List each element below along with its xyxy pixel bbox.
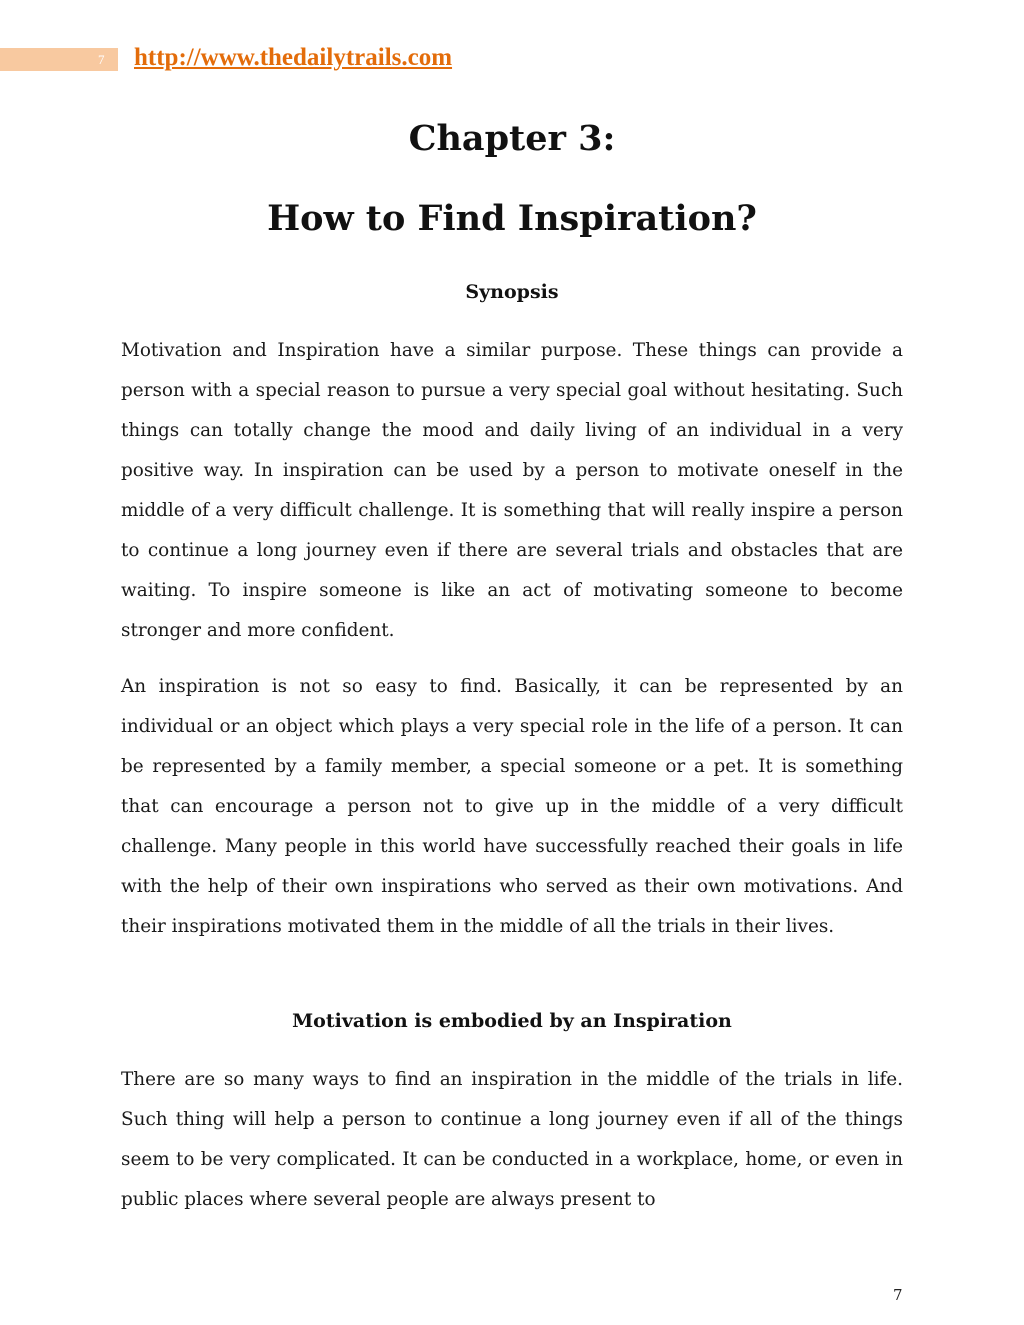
chapter-title: Chapter 3: (408, 118, 616, 159)
synopsis-heading: Synopsis (465, 281, 559, 303)
motivation-heading: Motivation is embodied by an Inspiration (292, 1010, 732, 1032)
chapter-subtitle: How to Find Inspiration? (267, 198, 757, 239)
website-link[interactable]: http://www.thedailytrails.com (134, 44, 453, 71)
synopsis-paragraph-1: Motivation and Inspiration have a similar purpose. These things can provide a person with a special reason to pursue a very special goal without hesitating. Such things can totally change the mood and daily living of an individual in a very positive way. In inspiration can be used by a person to motivate oneself in the middle of a very difficult challenge. It is something that will really inspire a person to continue a long journey even if there are several trials and obstacles that are waiting. To inspire someone is like an act of motivating someone to become stronger and more confident. (121, 340, 903, 641)
header-page-number: 7 (98, 52, 105, 67)
synopsis-paragraph-2: An inspiration is not so easy to find. Basically, it can be represented by an individual or an object which plays a very special role in the life of a person. It can be represented by a family member, a special someone or a pet. It is something that can encourage a person not to give up in the middle of a very difficult challenge. Many people in this world have successfully reached their goals in life with the help of their own inspirations who served as their own motivations. And their inspirations motivated them in the middle of all the trials in their lives. (121, 676, 903, 937)
motivation-paragraph-1: There are so many ways to find an inspiration in the middle of the trials in life. Such thing will help a person to continue a long journey even if all of the things seem to be very complicated. It can be conducted in a workplace, home, or even in public places where several people are always present to (121, 1069, 903, 1210)
footer-page-number: 7 (893, 1286, 903, 1304)
